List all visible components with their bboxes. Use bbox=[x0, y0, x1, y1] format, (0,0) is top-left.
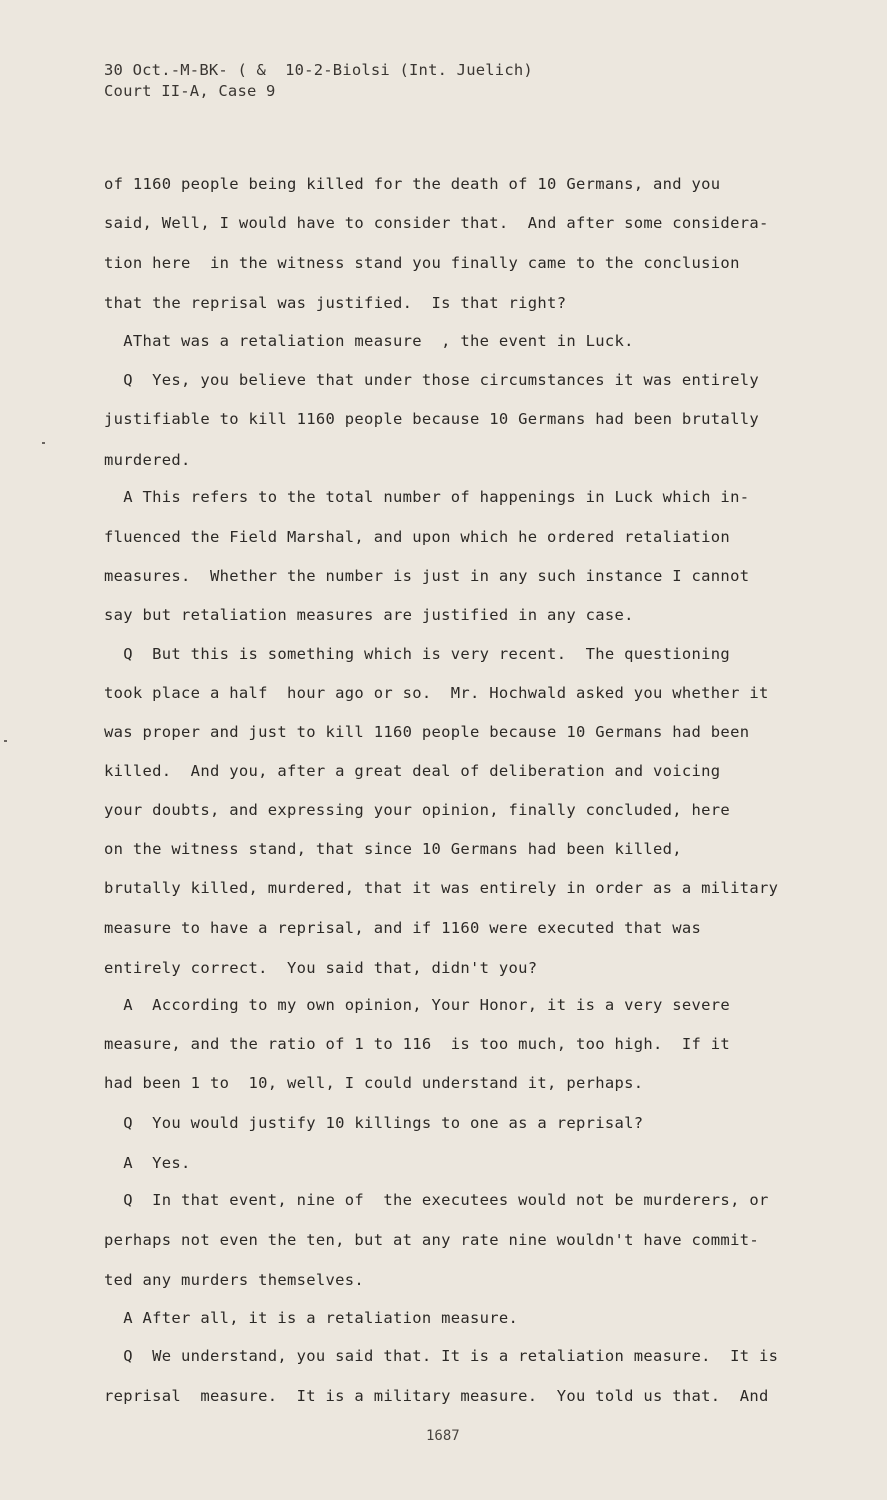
body-line: Q Yes, you believe that under those circumstances it was entirely bbox=[104, 371, 759, 389]
body-line: measure to have a reprisal, and if 1160 were executed that was bbox=[104, 919, 702, 937]
body-line: Q You would justify 10 killings to one as a reprisal? bbox=[104, 1114, 644, 1132]
body-line: A After all, it is a retaliation measure. bbox=[104, 1309, 519, 1327]
body-line: was proper and just to kill 1160 people because 10 Germans had been bbox=[104, 723, 750, 741]
body-line: perhaps not even the ten, but at any rate nine wouldn't have commit- bbox=[104, 1231, 759, 1249]
body-line: entirely correct. You said that, didn't you? bbox=[104, 959, 538, 977]
body-line: fluenced the Field Marshal, and upon which he ordered retaliation bbox=[104, 528, 731, 546]
body-line: your doubts, and expressing your opinion, finally concluded, here bbox=[104, 801, 731, 819]
margin-mark bbox=[42, 442, 45, 444]
body-line: reprisal measure. It is a military measure. You told us that. And bbox=[104, 1387, 769, 1405]
header-line-2: Court II-A, Case 9 bbox=[104, 82, 276, 100]
body-line: ted any murders themselves. bbox=[104, 1271, 365, 1289]
page-number: 1687 bbox=[426, 1428, 460, 1444]
body-line: brutally killed, murdered, that it was entirely in order as a military bbox=[104, 879, 779, 897]
body-line: had been 1 to 10, well, I could understand it, perhaps. bbox=[104, 1074, 644, 1092]
body-line: Q We understand, you said that. It is a retaliation measure. It is bbox=[104, 1347, 779, 1365]
body-line: AThat was a retaliation measure , the event in Luck. bbox=[104, 332, 634, 350]
body-line: Q But this is something which is very recent. The questioning bbox=[104, 645, 731, 663]
body-line: measure, and the ratio of 1 to 116 is too much, too high. If it bbox=[104, 1035, 731, 1053]
body-line: on the witness stand, that since 10 Germans had been killed, bbox=[104, 840, 682, 858]
body-line: measures. Whether the number is just in any such instance I cannot bbox=[104, 567, 750, 585]
body-line: A According to my own opinion, Your Honor, it is a very severe bbox=[104, 996, 731, 1014]
body-line: took place a half hour ago or so. Mr. Hochwald asked you whether it bbox=[104, 684, 769, 702]
header-line-1: 30 Oct.-M-BK- ( & 10-2-Biolsi (Int. Juelich) bbox=[104, 61, 533, 79]
body-line: that the reprisal was justified. Is that right? bbox=[104, 294, 567, 312]
body-line: A Yes. bbox=[104, 1154, 191, 1172]
body-line: Q In that event, nine of the executees would not be murderers, or bbox=[104, 1191, 769, 1209]
margin-mark bbox=[4, 740, 7, 742]
body-line: justifiable to kill 1160 people because 10 Germans had been brutally bbox=[104, 410, 759, 428]
body-line: of 1160 people being killed for the death of 10 Germans, and you bbox=[104, 175, 721, 193]
body-line: A This refers to the total number of happenings in Luck which in- bbox=[104, 488, 750, 506]
body-line: say but retaliation measures are justified in any case. bbox=[104, 606, 634, 624]
document-header bbox=[104, 60, 533, 102]
body-line: murdered. bbox=[104, 451, 191, 469]
body-line: said, Well, I would have to consider that. And after some considera- bbox=[104, 214, 769, 232]
body-line: tion here in the witness stand you finally came to the conclusion bbox=[104, 254, 740, 272]
body-line: killed. And you, after a great deal of deliberation and voicing bbox=[104, 762, 721, 780]
